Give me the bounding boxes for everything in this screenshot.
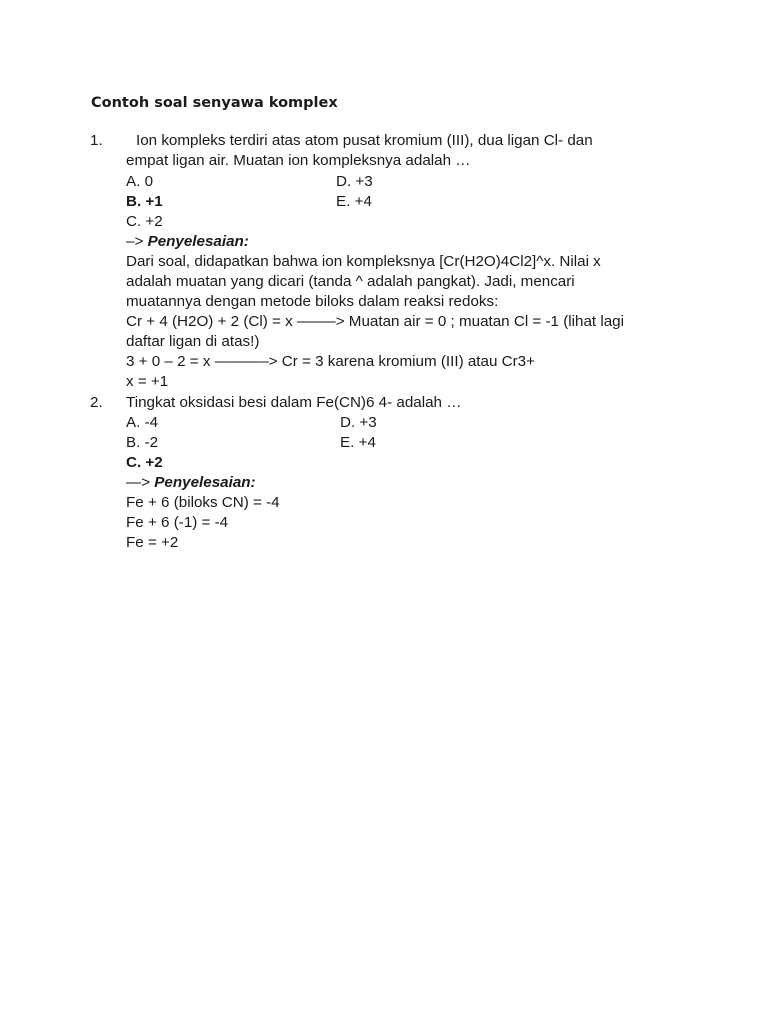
question-2-solution-line: Fe + 6 (-1) = -4: [126, 514, 229, 531]
question-1-option-e: E. +4: [336, 193, 372, 210]
question-2-solution-heading: [126, 473, 256, 493]
question-1-solution-line: Dari soal, didapatkan bahwa ion kompleksnya [Cr(H2O)4Cl2]^x. Nilai x: [126, 253, 601, 270]
question-1-solution-line: daftar ligan di atas!): [126, 333, 260, 350]
question-2-text-line-1: Tingkat oksidasi besi dalam Fe(CN)6 4- adalah …: [126, 394, 462, 411]
solution-label: Penyelesaian:: [154, 474, 256, 491]
question-2-option-b: B. -2: [126, 434, 159, 451]
question-1-option-c: C. +2: [126, 213, 163, 230]
question-1-option-a: A. 0: [126, 173, 154, 190]
question-1-text-line-2: empat ligan air. Muatan ion kompleksnya adalah …: [126, 152, 471, 169]
question-1-number: 1.: [90, 132, 103, 149]
question-1-solution-line: adalah muatan yang dicari (tanda ^ adalah pangkat). Jadi, mencari: [126, 273, 575, 290]
question-1-option-d: D. +3: [336, 173, 373, 190]
question-1-text-line-1: Ion kompleks terdiri atas atom pusat kromium (III), dua ligan Cl- dan: [136, 132, 593, 149]
question-2-option-e: E. +4: [340, 434, 376, 451]
solution-arrow: –>: [126, 233, 144, 250]
question-2-option-d: D. +3: [340, 414, 377, 431]
question-2-option-c-answer: C. +2: [126, 454, 163, 471]
solution-label: Penyelesaian:: [147, 233, 249, 250]
question-1-solution-line: muatannya dengan metode biloks dalam reaksi redoks:: [126, 293, 499, 310]
question-1-solution-line: Cr + 4 (H2O) + 2 (Cl) = x ——–> Muatan air = 0 ; muatan Cl = -1 (lihat lagi: [126, 313, 625, 330]
question-1-solution-heading: [126, 232, 249, 252]
question-2-option-a: A. -4: [126, 414, 159, 431]
question-2-number: 2.: [90, 394, 103, 411]
page-title: Contoh soal senyawa komplex: [91, 95, 338, 111]
question-2-solution-line: Fe = +2: [126, 534, 179, 551]
question-2-solution-line: Fe + 6 (biloks CN) = -4: [126, 494, 280, 511]
question-1-solution-line: x = +1: [126, 373, 169, 390]
solution-arrow: —>: [126, 474, 151, 491]
question-1-option-b-answer: B. +1: [126, 193, 163, 210]
question-1-solution-line: 3 + 0 – 2 = x ———–> Cr = 3 karena kromium (III) atau Cr3+: [126, 353, 535, 370]
